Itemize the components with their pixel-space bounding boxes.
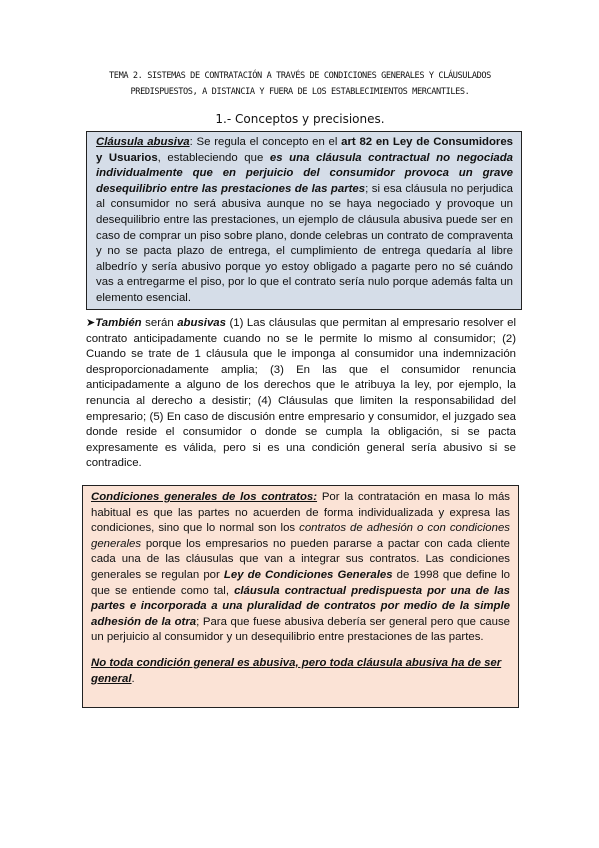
text-run: (1) Las cláusulas que permitan al empresario resolver el contrato anticipadamente cuando no se le permite lo mismo al consumidor; (2) Cuando se trate de 1 cláusula que le imponga al consumidor una indemnización desproporcionadamente amplia; (3) En las que el consumidor renuncia anticipadamente a alguno de los derechos que le atribuya la ley, por ejemplo, la renuncia al derecho a desistir; (4) Cláusulas que limiten la responsabilidad del empresario; (5) En caso de discusión entre empresario y consumidor, el juzgado sea donde reside el consumidor o donde se cumpla la obligación, si se pacta expresamente es válida, pero si es una condición general sería abusivo si se contradice. [86,317,516,470]
section-heading: 1.- Conceptos y precisiones. [215,112,385,126]
abusivas-emphasis: abusivas [177,317,226,329]
text-run: ; Para que fuese abusiva debería ser general pero que cause un perjuicio al consumidor y un desequilibrio entre prestaciones de las partes. [91,615,511,644]
text-run: porque los empresarios no pueden pararse a pactar con cada cliente cada una de las cláusulas que van a integrar sus contratos. Las condiciones generales se regulan por [91,537,510,581]
text-run: serán [141,317,178,329]
condiciones-generales-box [82,485,519,708]
text-run: . [131,672,135,685]
law-reference: art 82 en Ley de Consumidores y Usuarios [96,136,514,164]
text-run: : Se regula el concepto en el [189,136,342,148]
text-run: de 1998 que define lo que se entiende como tal, [91,568,510,597]
condiciones-generales-term: Condiciones generales de los contratos: [91,491,318,503]
clausula-abusiva-box [86,131,522,310]
document-title [80,68,520,100]
contratos-adhesion-term: contratos de adhesión o con condiciones generales [91,522,510,550]
clausula-abusiva-definition: es una cláusula contractual no negociada individualmente que en perjuicio del consumidor provoca un grave desequilibrio entre las prestaciones de las partes [96,151,513,195]
text-run: , estableciendo que [157,151,270,164]
condiciones-generales-definition: cláusula contractual predispuesta por una de las partes e incorporada a una pluralidad de contratos por medio de la simple adhesión de la otra [91,584,510,628]
text-run: ; si esa cláusula no perjudica al consumidor no será abusiva aunque no se haya negociado y provoque un desequilibrio entre las prestaciones, un ejemplo de cláusula abusiva puede ser en caso de comprar un piso sobre plano, donde celebras un contrato de compraventa y no se pacta plazo de entrega, el cumplimiento de entrega quedaría al libre albedrío y sería abusivo porque yo estoy obligado a pagarte pero no sé cuándo vas a entregarme el piso, por lo que el contrato sería nulo porque además falta un elemento esencial. [96,182,514,304]
closing-statement-text: No toda condición general es abusiva, pero toda cláusula abusiva ha de ser general [91,656,502,685]
clausula-abusiva-text [96,135,513,307]
text-run: Por la contratación en masa lo más habitual es que las partes no acuerden de forma individualizada y expresa las condiciones, sino que lo normal son los [91,491,510,535]
document-title-line-1: TEMA 2. SISTEMAS DE CONTRATACIÓN A TRAVÉS DE CONDICIONES GENERALES Y CLÁUSULADOS [109,71,491,81]
document-title-line-2: PREDISPUESTOS, A DISTANCIA Y FUERA DE LOS ESTABLECIMIENTOS MERCANTILES. [130,87,470,97]
condiciones-generales-text [91,490,510,646]
law-reference: Ley de Condiciones Generales [223,568,393,581]
tambien-abusivas-paragraph [86,315,516,472]
tambien-lead: También [95,317,142,329]
closing-statement [91,656,510,687]
clausula-abusiva-term: Cláusula abusiva [96,136,190,148]
arrow-bullet-icon: ➤ [86,316,96,329]
